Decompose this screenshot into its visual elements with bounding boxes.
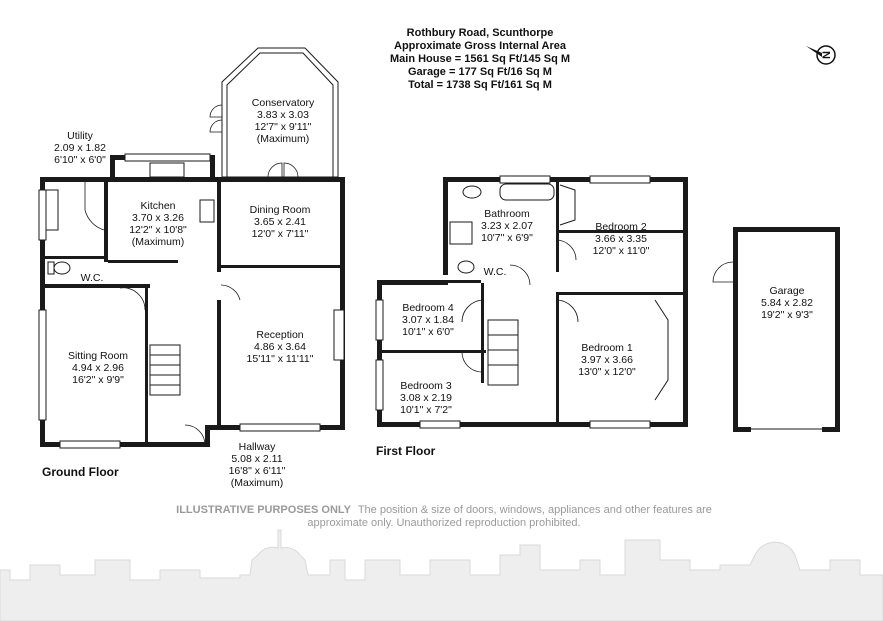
room-name: Reception	[256, 329, 304, 341]
room-wc-ground: W.C.	[80, 272, 104, 284]
room-name: Bathroom	[484, 208, 530, 220]
room-imperial: 13'0" x 12'0"	[578, 366, 636, 378]
room-imperial: 16'8" x 6'11"	[228, 465, 286, 477]
room-imperial: 6'10" x 6'0"	[54, 154, 106, 166]
area-summary	[390, 27, 570, 91]
room-metric: 4.94 x 2.96	[72, 362, 124, 374]
room-name: Bedroom 3	[400, 380, 452, 392]
room-metric: 5.84 x 2.82	[761, 297, 813, 309]
room-imperial: 12'2" x 10'8"	[129, 224, 187, 236]
room-imperial: 19'2" x 9'3"	[761, 309, 813, 321]
room-dining	[250, 204, 311, 240]
north-arrow-icon	[806, 46, 835, 64]
disclaimer-line-2: approximate only. Unauthorized reproduction prohibited.	[307, 517, 581, 529]
disclaimer-line-1	[176, 504, 712, 516]
room-metric: 3.83 x 3.03	[257, 109, 309, 121]
room-name: Bedroom 2	[595, 221, 647, 233]
room-name: Utility	[67, 130, 93, 142]
room-metric: 4.86 x 3.64	[254, 341, 306, 353]
room-metric: 3.23 x 2.07	[481, 220, 533, 232]
room-hallway	[229, 441, 286, 489]
garage-plan	[713, 227, 840, 432]
room-kitchen	[129, 200, 187, 248]
room-note: (Maximum)	[230, 477, 284, 489]
room-name: Kitchen	[140, 200, 176, 212]
disclaimer-text-1: The position & size of doors, windows, appliances and other features are	[357, 504, 712, 516]
room-name: Garage	[769, 285, 805, 297]
room-reception	[247, 329, 314, 365]
room-utility	[54, 130, 106, 166]
room-conservatory	[252, 97, 315, 145]
room-metric: 2.09 x 1.82	[54, 142, 106, 154]
room-name: Bedroom 4	[402, 302, 454, 314]
room-name: Dining Room	[249, 204, 311, 216]
room-imperial: 12'0" x 11'0"	[592, 245, 650, 257]
room-note: (Maximum)	[131, 236, 185, 248]
room-imperial: 15'11" x 11'11"	[246, 353, 314, 365]
room-bathroom	[481, 208, 533, 244]
room-bedroom-1	[578, 342, 636, 378]
main-house-area: Main House = 1561 Sq Ft/145 Sq M	[389, 53, 571, 65]
room-name: Bedroom 1	[581, 342, 633, 354]
garage-area: Garage = 177 Sq Ft/16 Sq M	[408, 66, 552, 78]
room-metric: 3.07 x 1.84	[402, 314, 454, 326]
room-metric: 3.65 x 2.41	[254, 216, 306, 228]
room-name: Hallway	[238, 441, 276, 453]
room-metric: 5.08 x 2.11	[231, 453, 283, 465]
room-sitting	[68, 350, 128, 386]
first-floor-label: First Floor	[376, 444, 436, 458]
room-metric: 3.66 x 3.35	[595, 233, 647, 245]
total-area: Total = 1738 Sq Ft/161 Sq M	[408, 79, 552, 91]
room-bedroom-3	[400, 380, 452, 416]
room-metric: 3.97 x 3.66	[581, 354, 633, 366]
address: Rothbury Road, Scunthorpe	[406, 27, 554, 39]
room-imperial: 16'2" x 9'9"	[72, 374, 124, 386]
room-metric: 3.08 x 2.19	[400, 392, 452, 404]
room-bedroom-4	[402, 302, 454, 338]
skyline-graphic	[0, 530, 883, 621]
room-bedroom-2	[593, 221, 650, 257]
disclaimer	[176, 504, 712, 529]
room-note: (Maximum)	[256, 133, 310, 145]
room-imperial: 10'1" x 6'0"	[402, 326, 454, 338]
room-garage	[761, 285, 813, 321]
disclaimer-bold: ILLUSTRATIVE PURPOSES ONLY	[176, 504, 351, 516]
room-imperial: 12'0" x 7'11"	[251, 228, 309, 240]
ground-floor-label: Ground Floor	[42, 465, 119, 479]
area-title: Approximate Gross Internal Area	[394, 40, 566, 52]
room-wc-first: W.C.	[483, 266, 507, 278]
compass-letter: N	[821, 51, 833, 59]
room-imperial: 10'7" x 6'9"	[481, 232, 533, 244]
room-imperial: 12'7" x 9'11"	[254, 121, 312, 133]
room-imperial: 10'1" x 7'2"	[400, 404, 452, 416]
room-metric: 3.70 x 3.26	[132, 212, 184, 224]
room-name: Sitting Room	[67, 350, 129, 362]
room-name: Conservatory	[251, 97, 315, 109]
